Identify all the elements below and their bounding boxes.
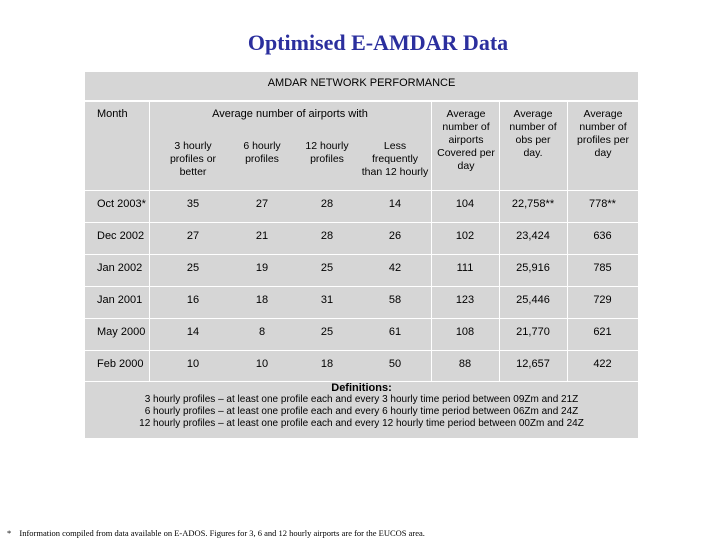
cell-v12: 18 bbox=[320, 358, 334, 370]
network-performance-table bbox=[85, 72, 638, 438]
cell-v3: 25 bbox=[186, 262, 200, 274]
cell-v12: 25 bbox=[320, 262, 334, 274]
cell-less: 42 bbox=[388, 262, 402, 274]
cell-obs: 21,770 bbox=[516, 326, 550, 338]
cell-v3: 14 bbox=[186, 326, 200, 338]
cell-v3: 10 bbox=[186, 358, 200, 370]
grid-line bbox=[85, 350, 638, 351]
cell-profiles: 621 bbox=[593, 326, 612, 338]
cell-v6: 21 bbox=[255, 230, 269, 242]
table-heading: AMDAR NETWORK PERFORMANCE bbox=[85, 72, 638, 102]
cell-profiles: 422 bbox=[593, 358, 612, 370]
cell-v6: 27 bbox=[255, 198, 269, 210]
cell-v3: 16 bbox=[186, 294, 200, 306]
cell-profiles: 785 bbox=[593, 262, 612, 274]
sub-header-less-frequent: Less frequently than 12 hourly bbox=[361, 140, 429, 178]
cell-month: May 2000 bbox=[97, 326, 146, 338]
cell-v12: 28 bbox=[320, 230, 334, 242]
header-airports-covered: Average number of airports Covered per day bbox=[437, 108, 495, 172]
grid-line bbox=[85, 286, 638, 287]
grid-line bbox=[85, 222, 638, 223]
cell-airports: 123 bbox=[455, 294, 475, 306]
cell-airports: 104 bbox=[455, 198, 475, 210]
cell-v12: 31 bbox=[320, 294, 334, 306]
cell-obs: 25,446 bbox=[516, 294, 550, 306]
footnote bbox=[7, 528, 425, 538]
grid-line bbox=[85, 254, 638, 255]
cell-airports: 88 bbox=[458, 358, 472, 370]
cell-less: 58 bbox=[388, 294, 402, 306]
cell-month: Jan 2001 bbox=[97, 294, 143, 306]
cell-month: Oct 2003* bbox=[97, 198, 146, 210]
footnote-marker: * bbox=[7, 528, 12, 538]
cell-less: 14 bbox=[388, 198, 402, 210]
cell-v12: 28 bbox=[320, 198, 334, 210]
cell-obs: 22,758** bbox=[511, 198, 555, 210]
page-title: Optimised E-AMDAR Data bbox=[247, 30, 509, 55]
cell-less: 26 bbox=[388, 230, 402, 242]
cell-obs: 23,424 bbox=[516, 230, 550, 242]
definitions-title: Definitions: bbox=[331, 382, 392, 394]
cell-profiles: 729 bbox=[593, 294, 612, 306]
month-header: Month bbox=[97, 108, 128, 120]
cell-airports: 102 bbox=[455, 230, 475, 242]
cell-v6: 10 bbox=[255, 358, 269, 370]
definition-3-hourly: 3 hourly profiles – at least one profile each and every 3 hourly time period between 09Zm and 21Z bbox=[144, 394, 579, 405]
grid-line bbox=[85, 318, 638, 319]
grid-line bbox=[85, 190, 638, 191]
cell-v3: 35 bbox=[186, 198, 200, 210]
definition-12-hourly: 12 hourly profiles – at least one profile each and every 12 hourly time period between 00Zm and 24Z bbox=[139, 418, 584, 429]
cell-v12: 25 bbox=[320, 326, 334, 338]
cell-month: Dec 2002 bbox=[97, 230, 145, 242]
header-obs-per-day: Average number of obs per day. bbox=[509, 108, 557, 159]
sub-header-6-hourly: 6 hourly profiles bbox=[243, 140, 281, 165]
cell-v6: 18 bbox=[255, 294, 269, 306]
header-profiles-per-day: Average number of profiles per day bbox=[577, 108, 629, 159]
cell-month: Feb 2000 bbox=[97, 358, 144, 370]
cell-v6: 8 bbox=[258, 326, 266, 338]
cell-less: 61 bbox=[388, 326, 402, 338]
sub-header-12-hourly: 12 hourly profiles bbox=[305, 140, 349, 165]
cell-month: Jan 2002 bbox=[97, 262, 143, 274]
cell-airports: 111 bbox=[456, 262, 474, 274]
definitions bbox=[85, 382, 638, 430]
cell-airports: 108 bbox=[455, 326, 475, 338]
cell-v3: 27 bbox=[186, 230, 200, 242]
cell-less: 50 bbox=[388, 358, 402, 370]
cell-profiles: 778** bbox=[589, 198, 616, 210]
cell-profiles: 636 bbox=[593, 230, 612, 242]
footnote-text: Information compiled from data available on E-ADOS. Figures for 3, 6 and 12 hourly airports are for the EUCOS area. bbox=[19, 528, 425, 538]
cell-obs: 25,916 bbox=[516, 262, 550, 274]
cell-v6: 19 bbox=[255, 262, 269, 274]
airports-group-header: Average number of airports with bbox=[212, 108, 368, 120]
sub-header-3-hourly: 3 hourly profiles or better bbox=[169, 140, 217, 178]
cell-obs: 12,657 bbox=[516, 358, 550, 370]
definition-6-hourly: 6 hourly profiles – at least one profile each and every 6 hourly time period between 06Zm and 24Z bbox=[144, 406, 579, 417]
